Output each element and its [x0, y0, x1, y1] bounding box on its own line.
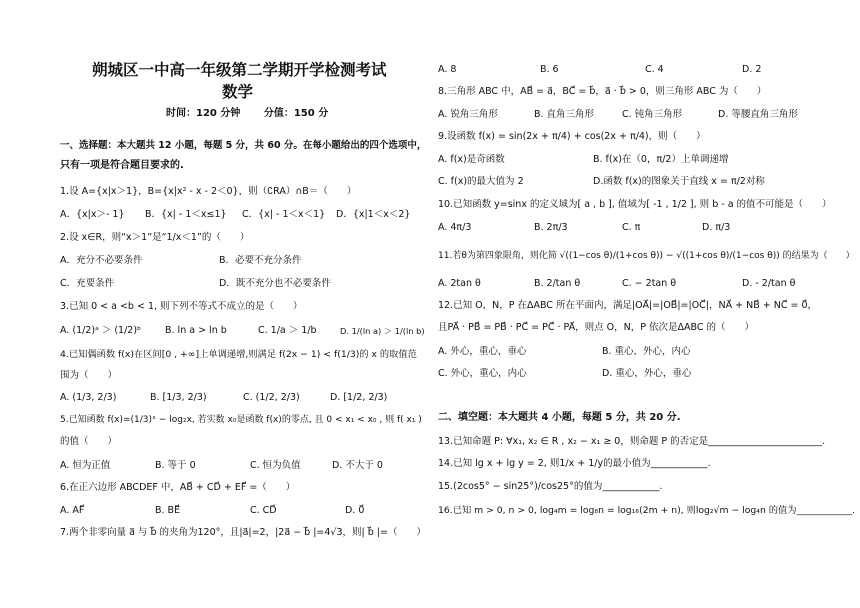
- q9-option-b: B. f(x)在（0，π/2）上单调递增: [593, 154, 729, 165]
- q10-option-d: D. π/3: [702, 222, 731, 233]
- question-12-cont: 且PA⃗ · PB⃗ = PB⃗ · PC⃗ = PC⃗ · PA⃗，则点 O，N，P 依次是ΔABC 的（ ）: [438, 322, 754, 333]
- q4-option-d: D. [1/2, 2/3): [330, 392, 388, 403]
- section1-heading-2: 只有一项是符合题目要求的.: [60, 160, 184, 171]
- question-2: 2.设 x∈R，则“x＞1”是“1/x＜1”的（ ）: [60, 232, 250, 243]
- q5-option-b: B. 等于 0: [155, 460, 196, 471]
- q1-option-b: B．{x| - 1＜x≤1}: [145, 209, 227, 220]
- exam-time-score: 时间：120 分钟 分值：150 分: [166, 108, 329, 119]
- question-1: 1.设 A={x|x＞1}，B={x|x² - x - 2＜0}，则（∁RA）∩B＝（ ）: [60, 186, 357, 197]
- question-13: 13.已知命题 P: ∀x₁, x₂ ∈ R , x₂ − x₁ ≥ 0，则命题 P 的否定是________________________.: [438, 436, 826, 447]
- q3-option-c: C. 1/a ＞ 1/b: [258, 325, 317, 336]
- q2-option-d: D．既不充分也不必要条件: [219, 278, 331, 289]
- question-10: 10.已知函数 y=sinx 的定义域为[ a , b ], 值域为[ -1 , 1/2 ], 则 b - a 的值不可能是（ ）: [438, 199, 832, 210]
- question-7: 7.两个非零向量 a⃗ 与 b⃗ 的夹角为120°，且|a⃗|=2，|2a⃗ − b⃗ |=4√3，则| b⃗ |=（ ）: [60, 527, 426, 538]
- question-14: 14.已知 lg x + lg y = 2, 则1/x + 1/y的最小值为____________.: [438, 458, 711, 469]
- q4-option-a: A. (1/3, 2/3): [60, 392, 117, 403]
- exam-subject: 数学: [222, 83, 254, 101]
- q12-option-d: D. 重心，外心，垂心: [602, 368, 692, 379]
- q2-option-a: A．充分不必要条件: [60, 255, 143, 266]
- q5-option-a: A. 恒为正值: [60, 460, 111, 471]
- q6-option-a: A. AF⃗: [60, 505, 85, 516]
- question-5-cont: 的值（ ）: [60, 436, 118, 447]
- q8-option-c: C. 钝角三角形: [622, 109, 683, 120]
- q3-option-a: A. (1/2)ᵃ ＞ (1/2)ᵇ: [60, 325, 142, 336]
- exam-title: 朔城区一中高一年级第二学期开学检测考试: [92, 61, 387, 79]
- q9-option-c: C. f(x)的最大值为 2: [438, 176, 524, 187]
- question-8: 8.三角形 ABC 中，AB⃗ = a⃗，BC⃗ = b⃗，a⃗ · b⃗ > 0，则三角形 ABC 为（ ）: [438, 86, 767, 97]
- q10-option-c: C. π: [622, 222, 641, 233]
- q4-option-b: B. [1/3, 2/3): [150, 392, 207, 403]
- section1-heading: 一、选择题：本大题共 12 小题，每题 5 分，共 60 分。在每小题给出的四个选项中，: [60, 140, 427, 151]
- q11-option-a: A. 2tan θ: [438, 278, 481, 289]
- q10-option-b: B. 2π/3: [534, 222, 568, 233]
- q10-option-a: A. 4π/3: [438, 222, 472, 233]
- q4-option-c: C. (1/2, 2/3): [243, 392, 300, 403]
- q6-option-d: D. 0⃗: [345, 505, 365, 516]
- q7-option-d: D. 2: [742, 64, 762, 75]
- q11-option-d: D. - 2/tan θ: [742, 278, 796, 289]
- q12-option-a: A. 外心，重心，垂心: [438, 346, 527, 357]
- q7-option-b: B. 6: [540, 64, 559, 75]
- q11-option-b: B. 2/tan θ: [534, 278, 581, 289]
- q8-option-b: B. 直角三角形: [534, 109, 595, 120]
- q12-option-c: C. 外心，重心，内心: [438, 368, 527, 379]
- q11-option-c: C. − 2tan θ: [622, 278, 677, 289]
- q5-option-d: D. 不大于 0: [332, 460, 383, 471]
- q1-option-d: D．{x|1＜x＜2}: [336, 209, 411, 220]
- q9-option-d: D.函数 f(x)的图象关于直线 x = π/2对称: [593, 176, 765, 187]
- q1-option-c: C．{x| - 1＜x＜1}: [242, 209, 326, 220]
- q3-option-d: D. 1/(ln a) ＞ 1/(ln b): [340, 326, 425, 336]
- question-6: 6.在正六边形 ABCDEF 中，AB⃗ + CD⃗ + EF⃗ =（ ）: [60, 482, 296, 493]
- q5-option-c: C. 恒为负值: [250, 460, 301, 471]
- q2-option-b: B．必要不充分条件: [219, 255, 302, 266]
- q8-option-d: D. 等腰直角三角形: [718, 109, 798, 120]
- q7-option-c: C. 4: [645, 64, 664, 75]
- section2-heading: 二、填空题：本大题共 4 小题，每题 5 分，共 20 分.: [438, 412, 681, 423]
- q12-option-b: B. 重心，外心，内心: [602, 346, 691, 357]
- question-4: 4.已知偶函数 f(x)在区间[0 , +∞]上单调递增,则满足 f(2x − 1) < f(1/3)的 x 的取值范: [60, 349, 417, 360]
- q6-option-c: C. CD⃗: [250, 505, 277, 516]
- q9-option-a: A. f(x)是奇函数: [438, 154, 505, 165]
- question-12: 12.已知 O，N，P 在ΔABC 所在平面内，满足|OA⃗|=|OB⃗|=|OC⃗|，NA⃗ + NB⃗ + NC⃗ = 0⃗，: [438, 300, 818, 311]
- right-column: [430, 0, 860, 608]
- q1-option-a: A．{x|x＞- 1}: [60, 209, 125, 220]
- question-9: 9.设函数 f(x) = sin(2x + π/4) + cos(2x + π/4)，则（ ）: [438, 131, 706, 142]
- q6-option-b: B. BE⃗: [155, 505, 181, 516]
- question-15: 15.(2cos5° − sin25°)/cos25°的值为____________.: [438, 481, 663, 492]
- question-11: 11.若θ为第四象限角，则化简 √((1−cos θ)/(1+cos θ)) − √((1+cos θ)/(1−cos θ)) 的结果为（ ）: [438, 251, 855, 261]
- question-16: 16.已知 m > 0, n > 0, log₄m = log₈n = log₁₆(2m + n), 则log₂√m − log₄n 的值为____________.: [438, 505, 855, 516]
- q7-option-a: A. 8: [438, 64, 457, 75]
- q3-option-b: B. ln a > ln b: [165, 325, 227, 336]
- question-3: 3.已知 0 < a <b < 1, 则下列不等式不成立的是（ ）: [60, 301, 303, 312]
- question-4-cont: 围为（ ）: [60, 370, 118, 381]
- question-5: 5.已知函数 f(x)=(1/3)ˣ − log₂x, 若实数 x₀是函数 f(x)的零点, 且 0 < x₁ < x₀ , 则 f( x₁ ): [60, 415, 422, 425]
- q8-option-a: A. 锐角三角形: [438, 109, 498, 120]
- q2-option-c: C．充要条件: [60, 278, 115, 289]
